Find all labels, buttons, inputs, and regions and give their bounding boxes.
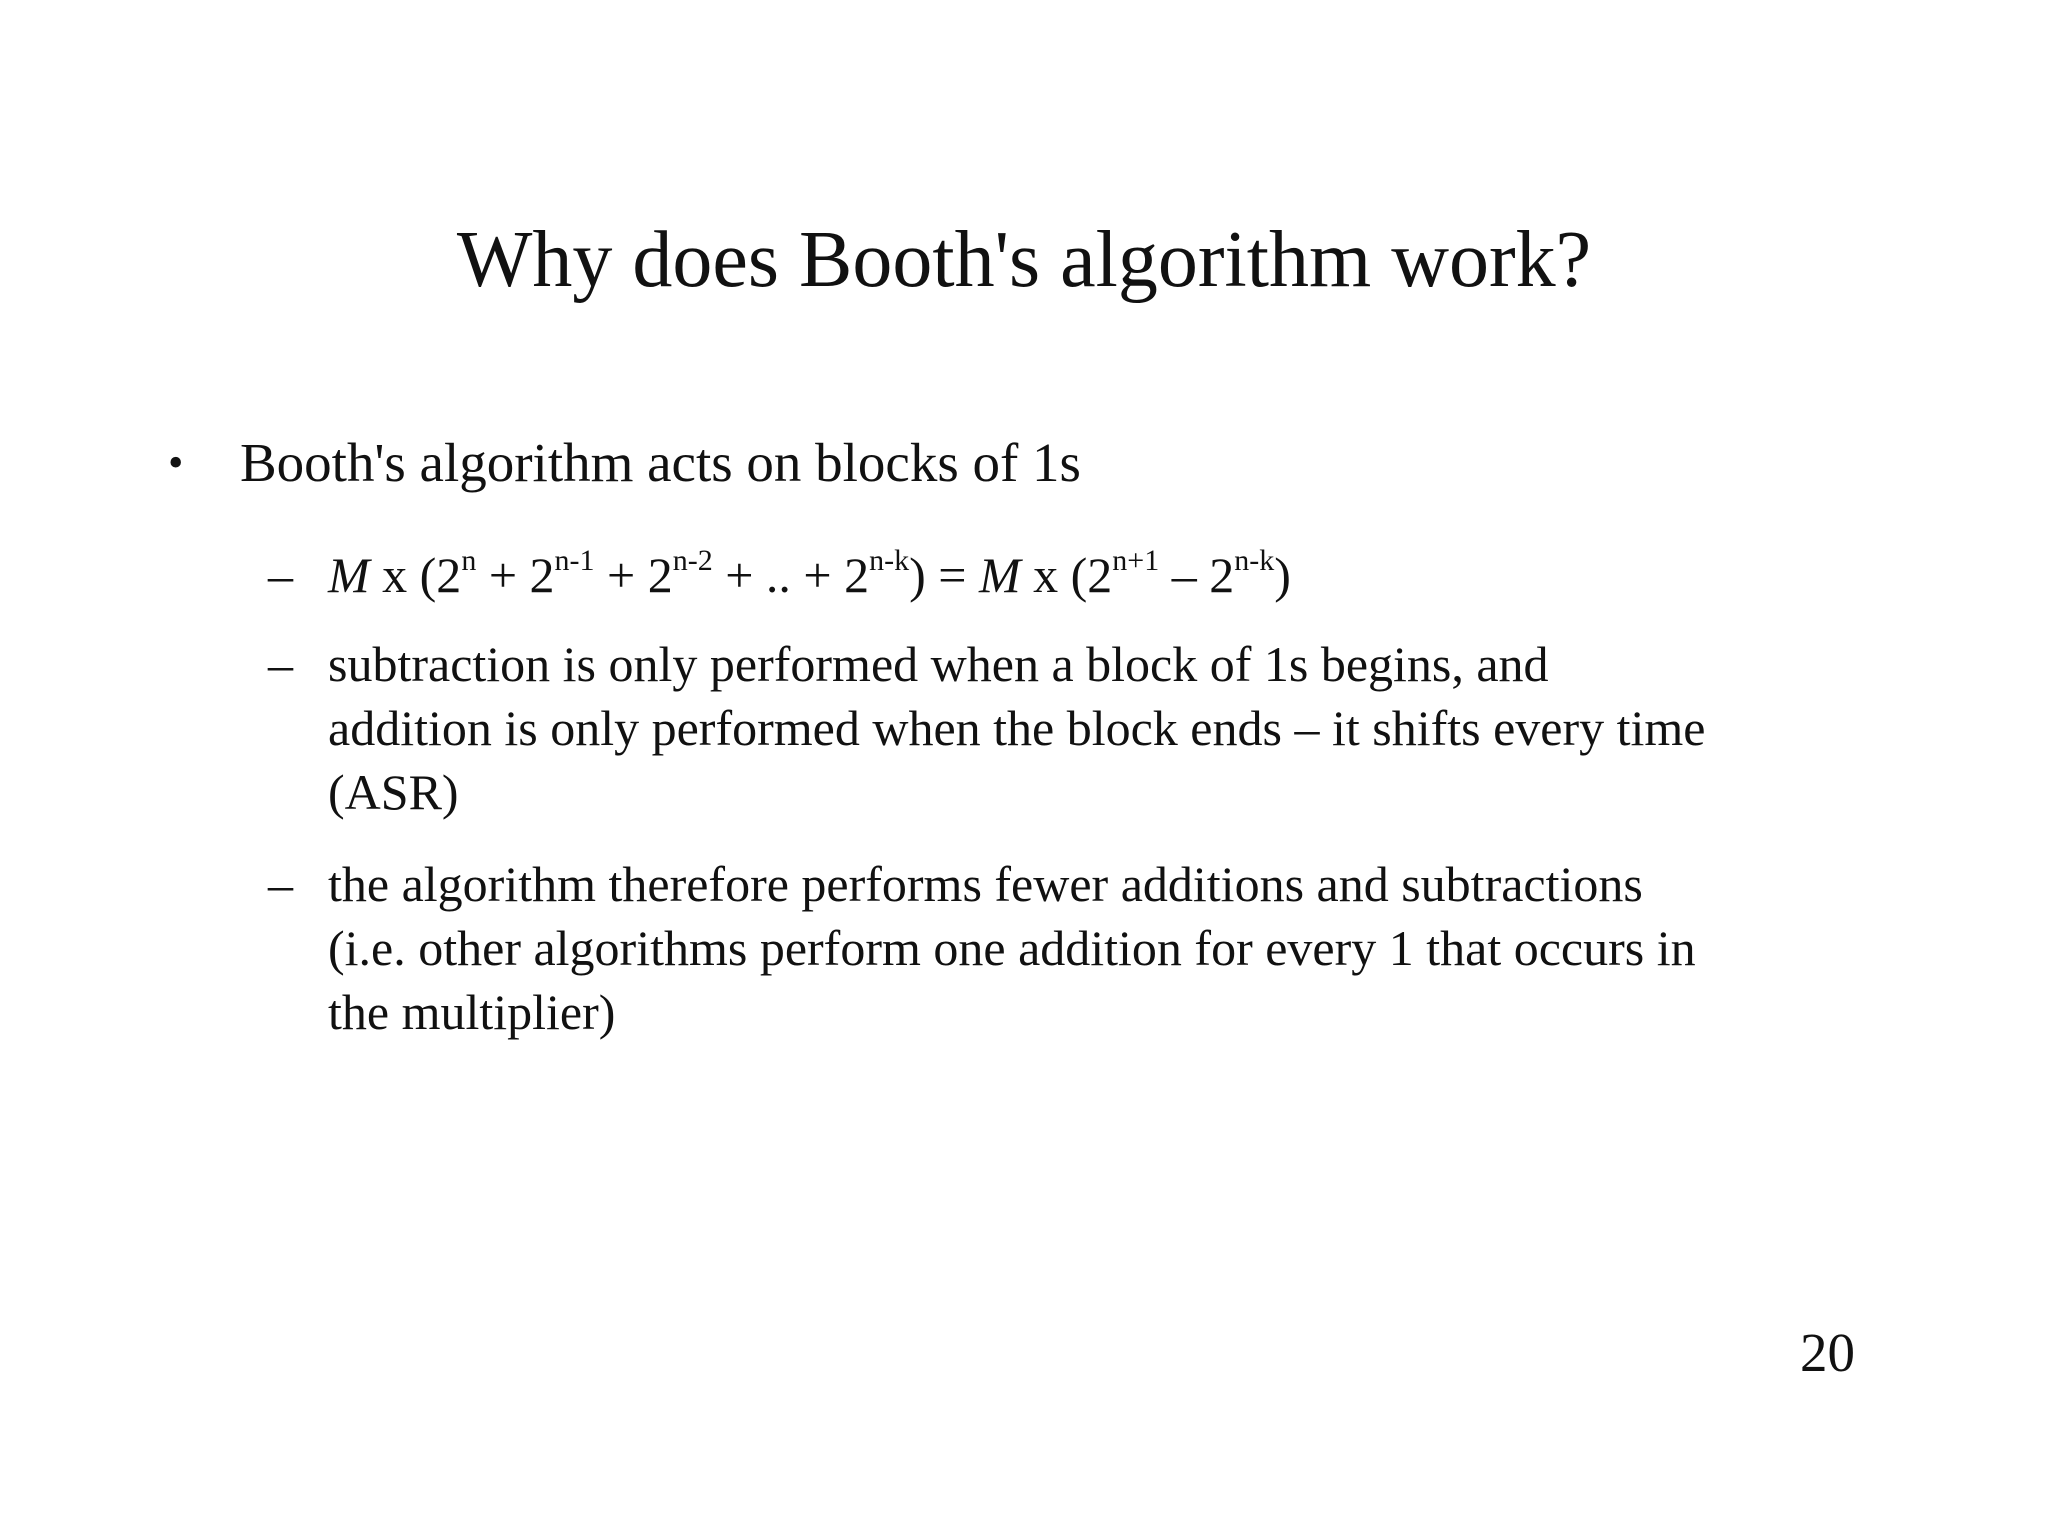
dash-icon: – xyxy=(268,547,293,603)
sub-item-text xyxy=(328,852,1978,1044)
formula-part: + 2 xyxy=(594,547,673,603)
slide-title: Why does Booth's algorithm work? xyxy=(456,216,1592,304)
dash-icon: – xyxy=(268,856,293,912)
sub-item-text xyxy=(328,632,1978,824)
dash-icon: – xyxy=(268,636,293,692)
formula-exponent: n-2 xyxy=(672,544,713,577)
formula-exponent: n xyxy=(461,544,477,577)
formula-exponent: n-k xyxy=(1234,544,1275,577)
formula-part: – 2 xyxy=(1159,547,1235,603)
text-line: addition is only performed when the block ends – it shifts every time xyxy=(328,700,1706,756)
formula-part: x (2 xyxy=(1020,547,1113,603)
formula-part: ) xyxy=(1274,547,1291,603)
formula-part: ) = xyxy=(909,547,979,603)
formula-part: + 2 xyxy=(476,547,555,603)
formula-m: M xyxy=(978,547,1021,603)
text-line: (ASR) xyxy=(328,764,459,820)
bullet-text: Booth's algorithm acts on blocks of 1s xyxy=(240,432,1081,493)
formula-m: M xyxy=(328,547,370,603)
text-line: the multiplier) xyxy=(328,984,616,1040)
formula-exponent: n-1 xyxy=(554,544,595,577)
text-line: (i.e. other algorithms perform one addition for every 1 that occurs in xyxy=(328,920,1696,976)
page-number: 20 xyxy=(1800,1322,1855,1383)
formula-part: + .. + 2 xyxy=(712,547,870,603)
text-line: the algorithm therefore performs fewer additions and subtractions xyxy=(328,856,1643,912)
formula-part: x (2 xyxy=(369,547,462,603)
formula xyxy=(328,543,1978,615)
formula-exponent: n-k xyxy=(869,544,910,577)
bullet-icon: • xyxy=(168,438,184,487)
text-line: subtraction is only performed when a block of 1s begins, and xyxy=(328,636,1549,692)
formula-exponent: n+1 xyxy=(1112,544,1160,577)
